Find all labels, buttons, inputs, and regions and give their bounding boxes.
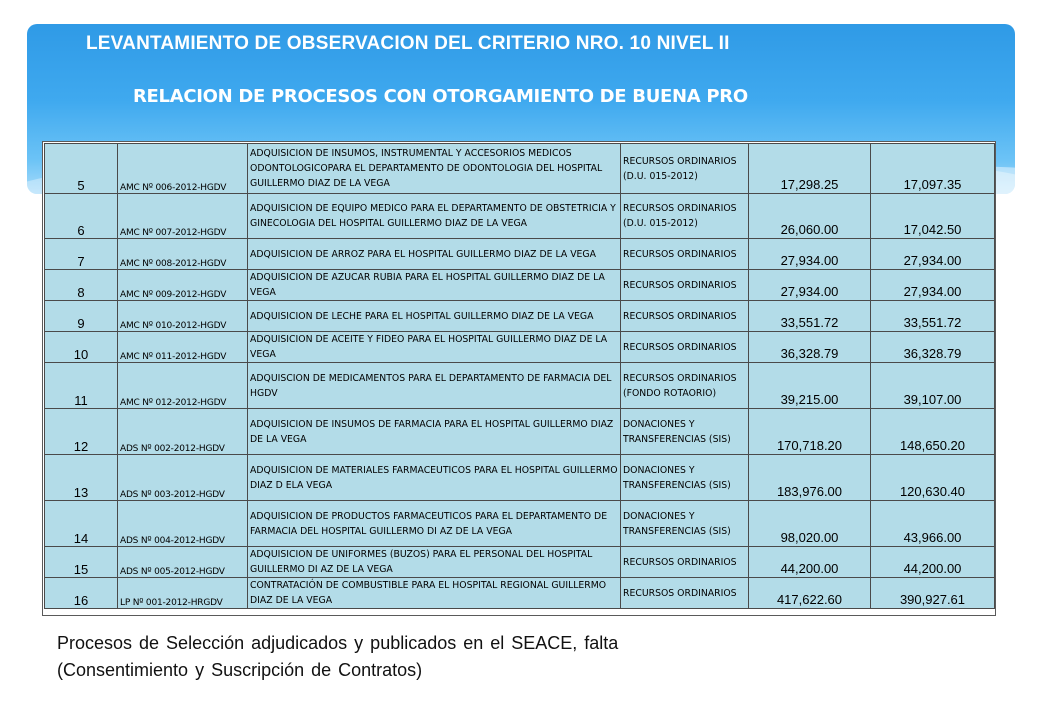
table-row xyxy=(45,239,995,270)
row-number-cell: 5 xyxy=(45,144,118,194)
process-code-cell: AMC Nº 006-2012-HGDV xyxy=(118,144,248,194)
reference-amount-cell: 36,328.79 xyxy=(749,332,871,363)
awarded-amount-cell: 33,551.72 xyxy=(871,301,995,332)
table-row xyxy=(45,455,995,501)
reference-amount-cell: 417,622.60 xyxy=(749,578,871,609)
footnote-line-1: Procesos de Selección adjudicados y publicados en el SEACE, falta xyxy=(57,633,619,653)
funding-source-cell: DONACIONES Y TRANSFERENCIAS (SIS) xyxy=(621,455,749,501)
funding-source-cell: RECURSOS ORDINARIOS (D.U. 015-2012) xyxy=(621,144,749,194)
funding-source-cell: RECURSOS ORDINARIOS xyxy=(621,578,749,609)
description-cell: ADQUISICION DE LECHE PARA EL HOSPITAL GUILLERMO DIAZ DE LA VEGA xyxy=(248,301,621,332)
row-number-cell: 12 xyxy=(45,409,118,455)
slide-title: LEVANTAMIENTO DE OBSERVACION DEL CRITERIO NRO. 10 NIVEL II xyxy=(86,33,730,54)
process-code-cell: AMC Nº 009-2012-HGDV xyxy=(118,270,248,301)
description-cell: ADQUISICION DE EQUIPO MEDICO PARA EL DEPARTAMENTO DE OBSTETRICIA Y GINECOLOGIA DEL HOSPITAL GUILLERMO DIAZ DE LA VEGA xyxy=(248,194,621,239)
funding-source-cell: RECURSOS ORDINARIOS xyxy=(621,239,749,270)
process-code-cell: AMC Nº 011-2012-HGDV xyxy=(118,332,248,363)
funding-source-cell: RECURSOS ORDINARIOS (D.U. 015-2012) xyxy=(621,194,749,239)
awarded-amount-cell: 120,630.40 xyxy=(871,455,995,501)
footnote-line-2: (Consentimiento y Suscripción de Contratos) xyxy=(57,660,423,680)
row-number-cell: 16 xyxy=(45,578,118,609)
row-number-cell: 11 xyxy=(45,363,118,409)
process-code-cell: ADS Nº 003-2012-HGDV xyxy=(118,455,248,501)
process-code-cell: AMC Nº 010-2012-HGDV xyxy=(118,301,248,332)
process-code-cell: ADS Nº 004-2012-HGDV xyxy=(118,501,248,547)
description-cell: ADQUISICION DE ACEITE Y FIDEO PARA EL HOSPITAL GUILLERMO DIAZ DE LA VEGA xyxy=(248,332,621,363)
funding-source-cell: RECURSOS ORDINARIOS xyxy=(621,332,749,363)
reference-amount-cell: 33,551.72 xyxy=(749,301,871,332)
awarded-amount-cell: 27,934.00 xyxy=(871,239,995,270)
reference-amount-cell: 98,020.00 xyxy=(749,501,871,547)
row-number-cell: 9 xyxy=(45,301,118,332)
awarded-amount-cell: 39,107.00 xyxy=(871,363,995,409)
row-number-cell: 10 xyxy=(45,332,118,363)
procesos-table xyxy=(44,143,995,609)
process-code-cell: LP Nº 001-2012-HRGDV xyxy=(118,578,248,609)
reference-amount-cell: 170,718.20 xyxy=(749,409,871,455)
reference-amount-cell: 39,215.00 xyxy=(749,363,871,409)
row-number-cell: 7 xyxy=(45,239,118,270)
row-number-cell: 13 xyxy=(45,455,118,501)
description-cell: CONTRATACIÓN DE COMBUSTIBLE PARA EL HOSPITAL REGIONAL GUILLERMO DIAZ DE LA VEGA xyxy=(248,578,621,609)
process-code-cell: AMC Nº 008-2012-HGDV xyxy=(118,239,248,270)
process-code-cell: AMC Nº 012-2012-HGDV xyxy=(118,363,248,409)
reference-amount-cell: 17,298.25 xyxy=(749,144,871,194)
table-row xyxy=(45,501,995,547)
reference-amount-cell: 44,200.00 xyxy=(749,547,871,578)
table-row xyxy=(45,409,995,455)
description-cell: ADQUISICION DE UNIFORMES (BUZOS) PARA EL PERSONAL DEL HOSPITAL GUILLERMO DI AZ DE LA VEGA xyxy=(248,547,621,578)
description-cell: ADQUISICION DE ARROZ PARA EL HOSPITAL GUILLERMO DIAZ DE LA VEGA xyxy=(248,239,621,270)
funding-source-cell: RECURSOS ORDINARIOS xyxy=(621,301,749,332)
funding-source-cell: RECURSOS ORDINARIOS xyxy=(621,547,749,578)
table-row xyxy=(45,578,995,609)
table-row xyxy=(45,332,995,363)
funding-source-cell: RECURSOS ORDINARIOS xyxy=(621,270,749,301)
description-cell: ADQUISCION DE MEDICAMENTOS PARA EL DEPARTAMENTO DE FARMACIA DEL HGDV xyxy=(248,363,621,409)
table-row xyxy=(45,194,995,239)
awarded-amount-cell: 17,042.50 xyxy=(871,194,995,239)
footnote xyxy=(57,630,837,684)
funding-source-cell: DONACIONES Y TRANSFERENCIAS (SIS) xyxy=(621,501,749,547)
awarded-amount-cell: 17,097.35 xyxy=(871,144,995,194)
process-code-cell: ADS Nº 002-2012-HGDV xyxy=(118,409,248,455)
process-code-cell: AMC Nº 007-2012-HGDV xyxy=(118,194,248,239)
process-code-cell: ADS Nº 005-2012-HGDV xyxy=(118,547,248,578)
awarded-amount-cell: 27,934.00 xyxy=(871,270,995,301)
reference-amount-cell: 27,934.00 xyxy=(749,239,871,270)
awarded-amount-cell: 148,650.20 xyxy=(871,409,995,455)
procesos-table-container xyxy=(42,141,996,616)
description-cell: ADQUISICION DE PRODUCTOS FARMACEUTICOS PARA EL DEPARTAMENTO DE FARMACIA DEL HOSPITAL GUILLERMO DI AZ DE LA VEGA xyxy=(248,501,621,547)
reference-amount-cell: 26,060.00 xyxy=(749,194,871,239)
reference-amount-cell: 183,976.00 xyxy=(749,455,871,501)
row-number-cell: 6 xyxy=(45,194,118,239)
reference-amount-cell: 27,934.00 xyxy=(749,270,871,301)
table-row xyxy=(45,363,995,409)
funding-source-cell: DONACIONES Y TRANSFERENCIAS (SIS) xyxy=(621,409,749,455)
row-number-cell: 15 xyxy=(45,547,118,578)
awarded-amount-cell: 390,927.61 xyxy=(871,578,995,609)
table-row xyxy=(45,301,995,332)
slide-subtitle: RELACION DE PROCESOS CON OTORGAMIENTO DE BUENA PRO xyxy=(133,86,748,107)
table-row xyxy=(45,144,995,194)
description-cell: ADQUISICION DE INSUMOS, INSTRUMENTAL Y ACCESORIOS MEDICOS ODONTOLOGICOPARA EL DEPARTAMENTO DE ODONTOLOGIA DEL HOSPITAL GUILLERMO DIAZ DE LA VEGA xyxy=(248,144,621,194)
description-cell: ADQUISICION DE MATERIALES FARMACEUTICOS PARA EL HOSPITAL GUILLERMO DIAZ D ELA VEGA xyxy=(248,455,621,501)
table-row xyxy=(45,547,995,578)
row-number-cell: 14 xyxy=(45,501,118,547)
awarded-amount-cell: 36,328.79 xyxy=(871,332,995,363)
description-cell: ADQUISICION DE AZUCAR RUBIA PARA EL HOSPITAL GUILLERMO DIAZ DE LA VEGA xyxy=(248,270,621,301)
awarded-amount-cell: 43,966.00 xyxy=(871,501,995,547)
description-cell: ADQUISICION DE INSUMOS DE FARMACIA PARA EL HOSPITAL GUILLERMO DIAZ DE LA VEGA xyxy=(248,409,621,455)
row-number-cell: 8 xyxy=(45,270,118,301)
table-row xyxy=(45,270,995,301)
awarded-amount-cell: 44,200.00 xyxy=(871,547,995,578)
funding-source-cell: RECURSOS ORDINARIOS (FONDO ROTAORIO) xyxy=(621,363,749,409)
